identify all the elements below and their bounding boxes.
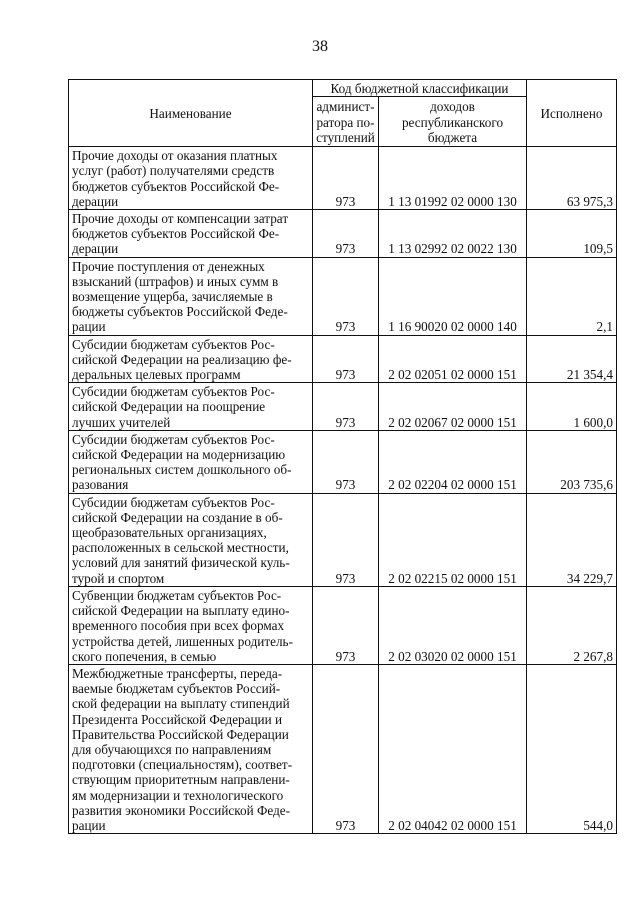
row-name [69, 257, 313, 335]
row-name-line: возмещение ущерба, зачисляемые в [72, 289, 273, 305]
row-admin-code: 973 [313, 147, 379, 210]
row-executed-value: 544,0 [527, 664, 617, 833]
table-row [69, 430, 617, 493]
row-name-line: дерации [72, 193, 119, 209]
header-name: Наименование [69, 80, 313, 147]
row-name-line: услуг (работ) получателями средств [72, 163, 275, 179]
row-name-line: сийской Федерации на выплату едино- [72, 603, 290, 619]
row-income-code: 2 02 04042 02 0000 151 [379, 664, 527, 833]
row-executed-value: 21 354,4 [527, 335, 617, 383]
row-name-line: бюджетов субъектов Российской Фе- [72, 178, 280, 194]
row-admin-code: 973 [313, 383, 379, 431]
row-income-code: 2 02 02051 02 0000 151 [379, 335, 527, 383]
row-executed-value: 109,5 [527, 210, 617, 258]
header-admin-line: ступлений [316, 129, 375, 145]
row-name-line: сийской Федерации на модернизацию [72, 447, 286, 463]
row-name-line: развития экономики Российской Феде- [72, 802, 291, 818]
row-admin-code: 973 [313, 430, 379, 493]
row-name [69, 210, 313, 258]
row-name-line: для обучающихся по направлениям [72, 741, 272, 757]
row-name-line: Субсидии бюджетам субъектов Рос- [72, 431, 275, 447]
table-row [69, 147, 617, 210]
row-income-code: 1 13 02992 02 0022 130 [379, 210, 527, 258]
row-income-code: 2 02 03020 02 0000 151 [379, 586, 527, 664]
row-name-line: сийской Федерации на реализацию фе- [72, 351, 292, 367]
row-name-line: рации [72, 817, 106, 833]
row-name-line: ствующим приоритетным направлени- [72, 772, 290, 788]
row-executed-value: 1 600,0 [527, 383, 617, 431]
row-name-line: Правительства Российской Федерации [72, 726, 289, 742]
row-income-code: 2 02 02067 02 0000 151 [379, 383, 527, 431]
row-income-code: 1 16 90020 02 0000 140 [379, 257, 527, 335]
row-name-line: сийской Федерации на создание в об- [72, 509, 283, 525]
header-income-line: бюджета [427, 129, 478, 145]
row-admin-code: 973 [313, 257, 379, 335]
header-admin-line: ратора по- [316, 114, 375, 130]
row-executed-value: 63 975,3 [527, 147, 617, 210]
row-name-line: разования [72, 477, 129, 493]
page-number: 38 [312, 38, 328, 55]
row-name-line: региональных систем дошкольного об- [72, 462, 292, 478]
table-row [69, 586, 617, 664]
row-name-line: Прочие доходы от оказания платных [72, 148, 278, 164]
row-name-line: бюджетов субъектов Российской Фе- [72, 226, 280, 242]
row-admin-code: 973 [313, 586, 379, 664]
table-row [69, 257, 617, 335]
header-admin-line: админист- [316, 99, 375, 115]
row-executed-value: 2 267,8 [527, 586, 617, 664]
row-income-code: 2 02 02215 02 0000 151 [379, 493, 527, 586]
row-name-line: Субсидии бюджетам субъектов Рос- [72, 384, 275, 400]
row-name-line: дерации [72, 241, 119, 257]
row-name-line: ям модернизации и технологического [72, 787, 284, 803]
row-admin-code: 973 [313, 335, 379, 383]
row-income-code: 2 02 02204 02 0000 151 [379, 430, 527, 493]
header-administrator [313, 97, 379, 147]
row-name-line: Субвенции бюджетам субъектов Рос- [72, 587, 282, 603]
row-name-line: турой и спортом [72, 570, 165, 586]
budget-table [68, 79, 617, 834]
table-header [69, 80, 617, 147]
row-name-line: Межбюджетные трансферты, переда- [72, 665, 283, 681]
table-row [69, 383, 617, 431]
header-income-line: доходов [430, 99, 475, 115]
row-name [69, 664, 313, 833]
row-name [69, 383, 313, 431]
row-admin-code: 973 [313, 210, 379, 258]
row-name-line: подготовки (специальностям), соответ- [72, 757, 293, 773]
row-name-line: Субсидии бюджетам субъектов Рос- [72, 336, 275, 352]
header-income-code [379, 97, 527, 147]
row-name [69, 493, 313, 586]
header-income-line: республиканского [401, 114, 504, 130]
row-admin-code: 973 [313, 493, 379, 586]
row-name-line: ваемые бюджетам субъектов Россий- [72, 681, 281, 697]
header-classification-code: Код бюджетной классификации [313, 80, 527, 97]
header-executed: Исполнено [527, 80, 617, 147]
row-name [69, 147, 313, 210]
row-name-line: Президента Российской Федерации и [72, 711, 283, 727]
row-executed-value: 2,1 [527, 257, 617, 335]
row-name-line: ской федерации на выплату стипендий [72, 696, 290, 712]
row-name [69, 335, 313, 383]
row-name-line: бюджеты субъектов Российской Феде- [72, 304, 288, 320]
table-body [69, 147, 617, 834]
row-name-line: рации [72, 319, 106, 335]
row-name [69, 586, 313, 664]
row-name-line: условий для занятий физической куль- [72, 555, 290, 571]
row-name-line: временного пособия при всех формах [72, 618, 285, 634]
row-income-code: 1 13 01992 02 0000 130 [379, 147, 527, 210]
row-name-line: Субсидии бюджетам субъектов Рос- [72, 494, 275, 510]
row-executed-value: 34 229,7 [527, 493, 617, 586]
table-row [69, 210, 617, 258]
row-name-line: расположенных в сельской местности, [72, 540, 289, 556]
row-name-line: устройства детей, лишенных родитель- [72, 633, 293, 649]
row-name-line: Прочие поступления от денежных [72, 258, 265, 274]
table-row [69, 335, 617, 383]
row-name [69, 430, 313, 493]
row-name-line: ского попечения, в семью [72, 648, 217, 664]
row-admin-code: 973 [313, 664, 379, 833]
row-name-line: сийской Федерации на поощрение [72, 399, 266, 415]
row-name-line: деральных целевых программ [72, 367, 241, 383]
row-name-line: взысканий (штрафов) и иных сумм в [72, 273, 279, 289]
row-name-line: Прочие доходы от компенсации затрат [72, 211, 289, 227]
table-row [69, 664, 617, 833]
row-executed-value: 203 735,6 [527, 430, 617, 493]
row-name-line: лучших учителей [72, 414, 171, 430]
table-row [69, 493, 617, 586]
row-name-line: щеобразовательных организациях, [72, 525, 267, 541]
